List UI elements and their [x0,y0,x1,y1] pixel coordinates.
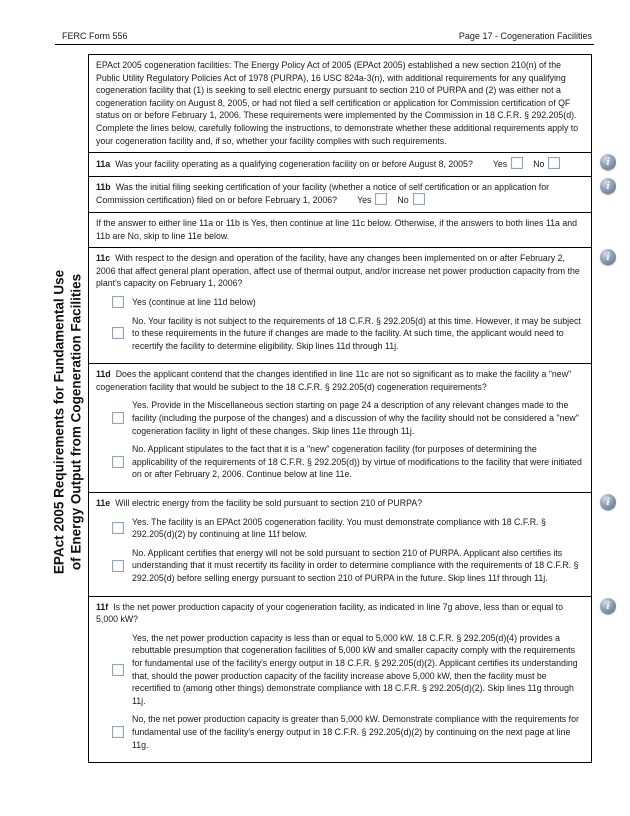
line-11d-no-checkbox[interactable] [112,456,124,468]
line-11b-row [89,177,610,213]
line-11b-yes-label: Yes [357,195,372,206]
section-sidebar-title [52,270,85,574]
line-11d-row [89,364,591,493]
line-11f-yes-checkbox[interactable] [112,664,124,676]
line-11c-question [96,252,584,290]
line-11d-option-no-text: No. Applicant stipulates to the fact that it is a "new" cogeneration facility (for purposes of determining the applicability of the requirements of 18 C.F.R. § 292.205(d)) by virtue of modifications to the facility that were initiated on or after February 2, 2006. Continue below at line 11e. [132,444,582,480]
line-11c-no-checkbox[interactable] [112,327,124,339]
line-11b-question [96,181,584,207]
line-11e-question [96,497,584,510]
line-11a-yes-label: Yes [492,159,508,170]
section-sidebar-title-line2: of Energy Output from Cogeneration Facilities [68,273,83,571]
line-11f-no-checkbox[interactable] [112,726,124,738]
line-11d-question [96,368,584,393]
line-11a-info-icon[interactable]: i [600,154,616,170]
intro-text: EPAct 2005 cogeneration facilities: The Energy Policy Act of 2005 (EPAct 2005) established a new section 210(n) of the Public Utility Regulatory Policies Act of 1978 (PURPA), 16 USC 824a-3(n), with additional requirements for any qualifying cogeneration facility that (1) is seeking to sell electric energy pursuant to section 210 of PURPA and (2) was either not a cogeneration facility on August 8, 2005, or had not filed a self certification or application for Commission certification of QF status on or before February 1, 2006. These requirements were implemented by the Commission in 18 C.F.R. § 292.205(d). Complete the lines below, carefully following the instructions, to demonstrate whether these additional requirements apply to your cogeneration facility and, if so, whether your facility complies with such requirements. [96,60,579,146]
line-11f-option-yes [112,632,582,708]
line-11e-info-icon[interactable]: i [600,494,616,510]
line-11f-question [96,601,584,626]
line-11e-option-no [112,547,582,585]
line-11d-number: 11d [96,369,111,380]
line-11e-option-yes [112,516,582,541]
line-11f-number: 11f [96,601,109,612]
line-11b-yes-checkbox[interactable] [375,193,387,205]
line-11d-option-yes [112,399,582,437]
line-11a-question-text: Was your facility operating as a qualifying cogeneration facility on or before August 8, 2005? [115,159,473,170]
line-11b-info-icon[interactable]: i [600,178,616,194]
form-title: FERC Form 556 [62,31,128,41]
header-divider [55,44,594,45]
line-11b-number: 11b [96,181,111,192]
line-11d-option-yes-text: Yes. Provide in the Miscellaneous section starting on page 24 a description of any relevant changes made to the facility (including the purpose of the changes) and a discussion of why the facility should not be considered a "new" cogeneration facility in light of these changes. Skip lines 11e through 11j. [132,400,579,436]
line-11d-yes-checkbox[interactable] [112,412,124,424]
line-11e-option-no-text: No. Applicant certifies that energy will not be sold pursuant to section 210 of PURPA. Applicant also certifies its understanding that it must recertify its facility in order to determine compliance with the requirements of 18 C.F.R. § 292.205(d) before selling energy pursuant to section 210 of PURPA in the future. Skip lines 11f through 11j. [132,547,579,583]
line-11a-question [96,157,584,171]
line-11b-question-text: Was the initial filing seeking certification of your facility (whether a notice of self certification or an application for Commission certification) filed on or before February 1, 2006? [96,181,550,206]
line-11e-row [89,493,610,597]
form-table [88,54,610,763]
page-number-label: Page 17 - Cogeneration Facilities [458,31,592,41]
line-11f-row [89,597,610,763]
intro-row [89,55,591,153]
line-11f-option-no-text: No, the net power production capacity is greater than 5,000 kW. Demonstrate compliance with the requirements for fundamental use of the facility's energy output in 18 C.F.R. § 292.205(d)(2) by continuing on the next page at line 11g. [132,714,579,750]
line-11f-option-no [112,713,582,751]
line-11a-yes-checkbox[interactable] [511,157,523,169]
section-sidebar [48,54,88,790]
line-11e-question-text: Will electric energy from the facility be sold pursuant to section 210 of PURPA? [115,498,423,509]
line-11c-option-yes [112,296,582,309]
line-11c-option-no [112,315,582,353]
line-11c-question-text: With respect to the design and operation of the facility, have any changes been implemented on or after February 2, 2006 that affect general plant operation, affect use of thermal output, and/or increase net power production capacity from the plant's capacity on February 1, 2006? [96,253,580,289]
line-11b-no-label: No [397,195,409,206]
line-11e-number: 11e [96,498,111,509]
routing-note-text: If the answer to either line 11a or 11b is Yes, then continue at line 11c below. Otherwise, if the answers to both lines 11a and 11b are No, skip to line 11e below. [96,217,578,241]
line-11c-yes-checkbox[interactable] [112,296,124,308]
line-11b-choices [347,195,425,205]
line-11a-no-checkbox[interactable] [548,157,560,169]
line-11c-row [89,248,610,364]
line-11c-info-icon[interactable]: i [600,249,616,265]
section-sidebar-title-line1: EPAct 2005 Requirements for Fundamental Use [51,269,67,575]
line-11a-row [89,153,610,177]
line-11f-option-yes-text: Yes, the net power production capacity is less than or equal to 5,000 kW. 18 C.F.R. § 292.205(d)(4) provides a rebuttable presumption that cogeneration facilities of 5,000 kW and smaller capacity comply with the requirements for fundamental use of the facility's energy output in 18 C.F.R. § 292.205(d)(2). Applicant certifies its understanding that, should the power production capacity of the facility increase above 5,000 kW, then the facility must be recertified to (among other things) demonstrate compliance with 18 C.F.R. § 292.205(d)(2). Skip lines 11g through 11j. [132,632,578,706]
line-11b-no-checkbox[interactable] [413,193,425,205]
line-11a-number: 11a [96,159,111,170]
line-11e-no-checkbox[interactable] [112,560,124,572]
line-11a-choices [483,159,561,169]
line-11f-question-text: Is the net power production capacity of your cogeneration facility, as indicated in line 7g above, less than or equal to 5,000 kW? [96,601,563,625]
line-11e-option-yes-text: Yes. The facility is an EPAct 2005 cogeneration facility. You must demonstrate compliance with 18 C.F.R. § 292.205(d)(2) by continuing at line 11f below. [132,516,546,540]
routing-note-row [89,213,591,248]
line-11c-option-no-text: No. Your facility is not subject to the requirements of 18 C.F.R. § 292.205(d) at this time. However, it may be subject to these requirements in the future if changes are made to the facility. At such time, the applicant would need to recertify the facility to determine eligibility. Skip lines 11d through 11j. [132,315,581,351]
line-11d-question-text: Does the applicant contend that the changes identified in line 11c are not so significant as to make the facility a "new" cogeneration facility that would be subject to the 18 C.F.R. § 292.205(d) cogeneration requirements? [96,369,572,392]
line-11f-info-icon[interactable]: i [600,598,616,614]
line-11c-option-yes-text: Yes (continue at line 11d below) [132,296,256,307]
line-11c-number: 11c [96,253,111,264]
line-11a-no-label: No [533,159,545,170]
line-11d-option-no [112,443,582,481]
line-11e-yes-checkbox[interactable] [112,522,124,534]
